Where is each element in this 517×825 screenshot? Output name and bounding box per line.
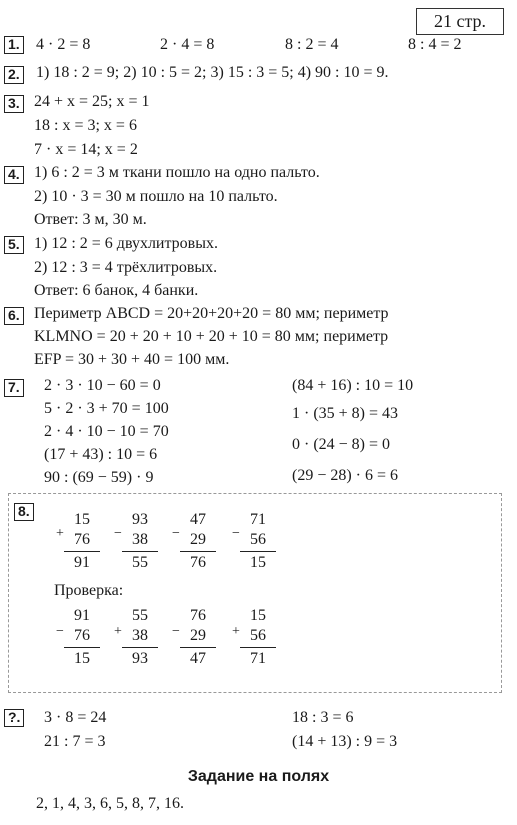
t8-col2-r: 55 [132, 554, 148, 571]
t8-col4-bar [240, 551, 276, 552]
t8-check-sign-1: − [56, 624, 64, 639]
t8-chk2-bar [122, 647, 158, 648]
t1-item-3: 8 : 2 = 4 [285, 36, 339, 53]
t8-col1-b: 76 [74, 531, 90, 548]
t8-chk4-a: 15 [250, 607, 266, 624]
t8-col3-bar [180, 551, 216, 552]
t3-line-3: 7 · x = 14; x = 2 [34, 141, 138, 158]
t8-check-column-3 [180, 606, 216, 669]
t6-line-3: EFP = 30 + 30 + 40 = 100 мм. [34, 351, 230, 368]
t8-column-1 [64, 510, 100, 573]
t8-chk3-b: 29 [190, 627, 206, 644]
t7-right-1: (84 + 16) : 10 = 10 [292, 377, 414, 394]
t3-line-2: 18 : x = 3; x = 6 [34, 117, 137, 134]
t8-chk1-b: 76 [74, 627, 90, 644]
t8-chk4-bar [240, 647, 276, 648]
t8-chk2-b: 38 [132, 627, 148, 644]
tq-right-2: (14 + 13) : 9 = 3 [292, 733, 398, 750]
t1-item-1: 4 · 2 = 8 [36, 36, 91, 53]
t7-right-3: 0 · (24 − 8) = 0 [292, 436, 391, 453]
task-number-4: 4. [4, 166, 24, 184]
t8-col4-a: 71 [250, 511, 266, 528]
t8-check-column-1 [64, 606, 100, 669]
t5-line-2: 2) 12 : 3 = 4 трёхлитровых. [34, 259, 218, 276]
t8-sign-3: − [172, 526, 180, 541]
task-number-8: 8. [14, 503, 34, 521]
tq-right-1: 18 : 3 = 6 [292, 709, 354, 726]
t5-line-3: Ответ: 6 банок, 4 банки. [34, 282, 199, 299]
page-number-tag: 21 стр. [416, 8, 504, 35]
t8-sign-1: + [56, 526, 64, 541]
t8-chk2-r: 93 [132, 650, 148, 667]
t4-line-1: 1) 6 : 2 = 3 м ткани пошло на одно пальто. [34, 164, 320, 181]
task-number-extra: ?. [4, 709, 24, 727]
t8-chk3-a: 76 [190, 607, 206, 624]
t8-column-2 [122, 510, 158, 573]
t8-check-sign-2: + [114, 624, 122, 639]
t3-line-1: 24 + x = 25; x = 1 [34, 93, 150, 110]
t8-col1-r: 91 [74, 554, 90, 571]
t7-left-5: 90 : (69 − 59) · 9 [44, 469, 154, 486]
t8-col2-a: 93 [132, 511, 148, 528]
t8-chk4-b: 56 [250, 627, 266, 644]
t8-chk1-a: 91 [74, 607, 90, 624]
t8-chk1-r: 15 [74, 650, 90, 667]
task-number-1: 1. [4, 36, 24, 54]
t8-chk2-a: 55 [132, 607, 148, 624]
t1-item-2: 2 · 4 = 8 [160, 36, 215, 53]
t8-chk1-bar [64, 647, 100, 648]
tq-left-1: 3 · 8 = 24 [44, 709, 107, 726]
t8-col4-b: 56 [250, 531, 266, 548]
t8-col2-b: 38 [132, 531, 148, 548]
margin-task-title: Задание на полях [187, 768, 330, 785]
t4-line-2: 2) 10 · 3 = 30 м пошло на 10 пальто. [34, 188, 278, 205]
t2-text: 1) 18 : 2 = 9; 2) 10 : 5 = 2; 3) 15 : 3 = 5; 4) 90 : 10 = 9. [36, 64, 389, 81]
task-number-3: 3. [4, 95, 24, 113]
t8-chk3-r: 47 [190, 650, 206, 667]
t1-item-4: 8 : 4 = 2 [408, 36, 462, 53]
t8-col4-r: 15 [250, 554, 266, 571]
margin-task-text: 2, 1, 4, 3, 6, 5, 8, 7, 16. [36, 795, 184, 812]
t8-chk3-bar [180, 647, 216, 648]
t7-right-4: (29 − 28) · 6 = 6 [292, 467, 399, 484]
t8-check-label: Проверка: [54, 582, 124, 599]
tq-left-2: 21 : 7 = 3 [44, 733, 106, 750]
task-number-7: 7. [4, 379, 24, 397]
t8-sign-4: − [232, 526, 240, 541]
t8-col3-r: 76 [190, 554, 206, 571]
t7-left-1: 2 · 3 · 10 − 60 = 0 [44, 377, 161, 394]
t7-left-4: (17 + 43) : 10 = 6 [44, 446, 158, 463]
t8-col3-b: 29 [190, 531, 206, 548]
t8-col2-bar [122, 551, 158, 552]
t6-line-2: KLMNO = 20 + 20 + 10 + 20 + 10 = 80 мм; периметр [34, 328, 389, 345]
t6-line-1: Периметр ABCD = 20+20+20+20 = 80 мм; периметр [34, 305, 389, 322]
task-number-6: 6. [4, 307, 24, 325]
t8-check-column-2 [122, 606, 158, 669]
task-number-5: 5. [4, 236, 24, 254]
t8-sign-2: − [114, 526, 122, 541]
t7-right-2: 1 · (35 + 8) = 43 [292, 405, 399, 422]
t8-col1-a: 15 [74, 511, 90, 528]
t8-col1-bar [64, 551, 100, 552]
t7-left-2: 5 · 2 · 3 + 70 = 100 [44, 400, 169, 417]
t8-check-column-4 [240, 606, 276, 669]
t8-col3-a: 47 [190, 511, 206, 528]
t8-check-sign-3: − [172, 624, 180, 639]
task-number-2: 2. [4, 66, 24, 84]
t7-left-3: 2 · 4 · 10 − 10 = 70 [44, 423, 169, 440]
t8-chk4-r: 71 [250, 650, 266, 667]
t4-line-3: Ответ: 3 м, 30 м. [34, 211, 147, 228]
t8-check-sign-4: + [232, 624, 240, 639]
t8-column-3 [180, 510, 216, 573]
t5-line-1: 1) 12 : 2 = 6 двухлитровых. [34, 235, 218, 252]
t8-column-4 [240, 510, 276, 573]
